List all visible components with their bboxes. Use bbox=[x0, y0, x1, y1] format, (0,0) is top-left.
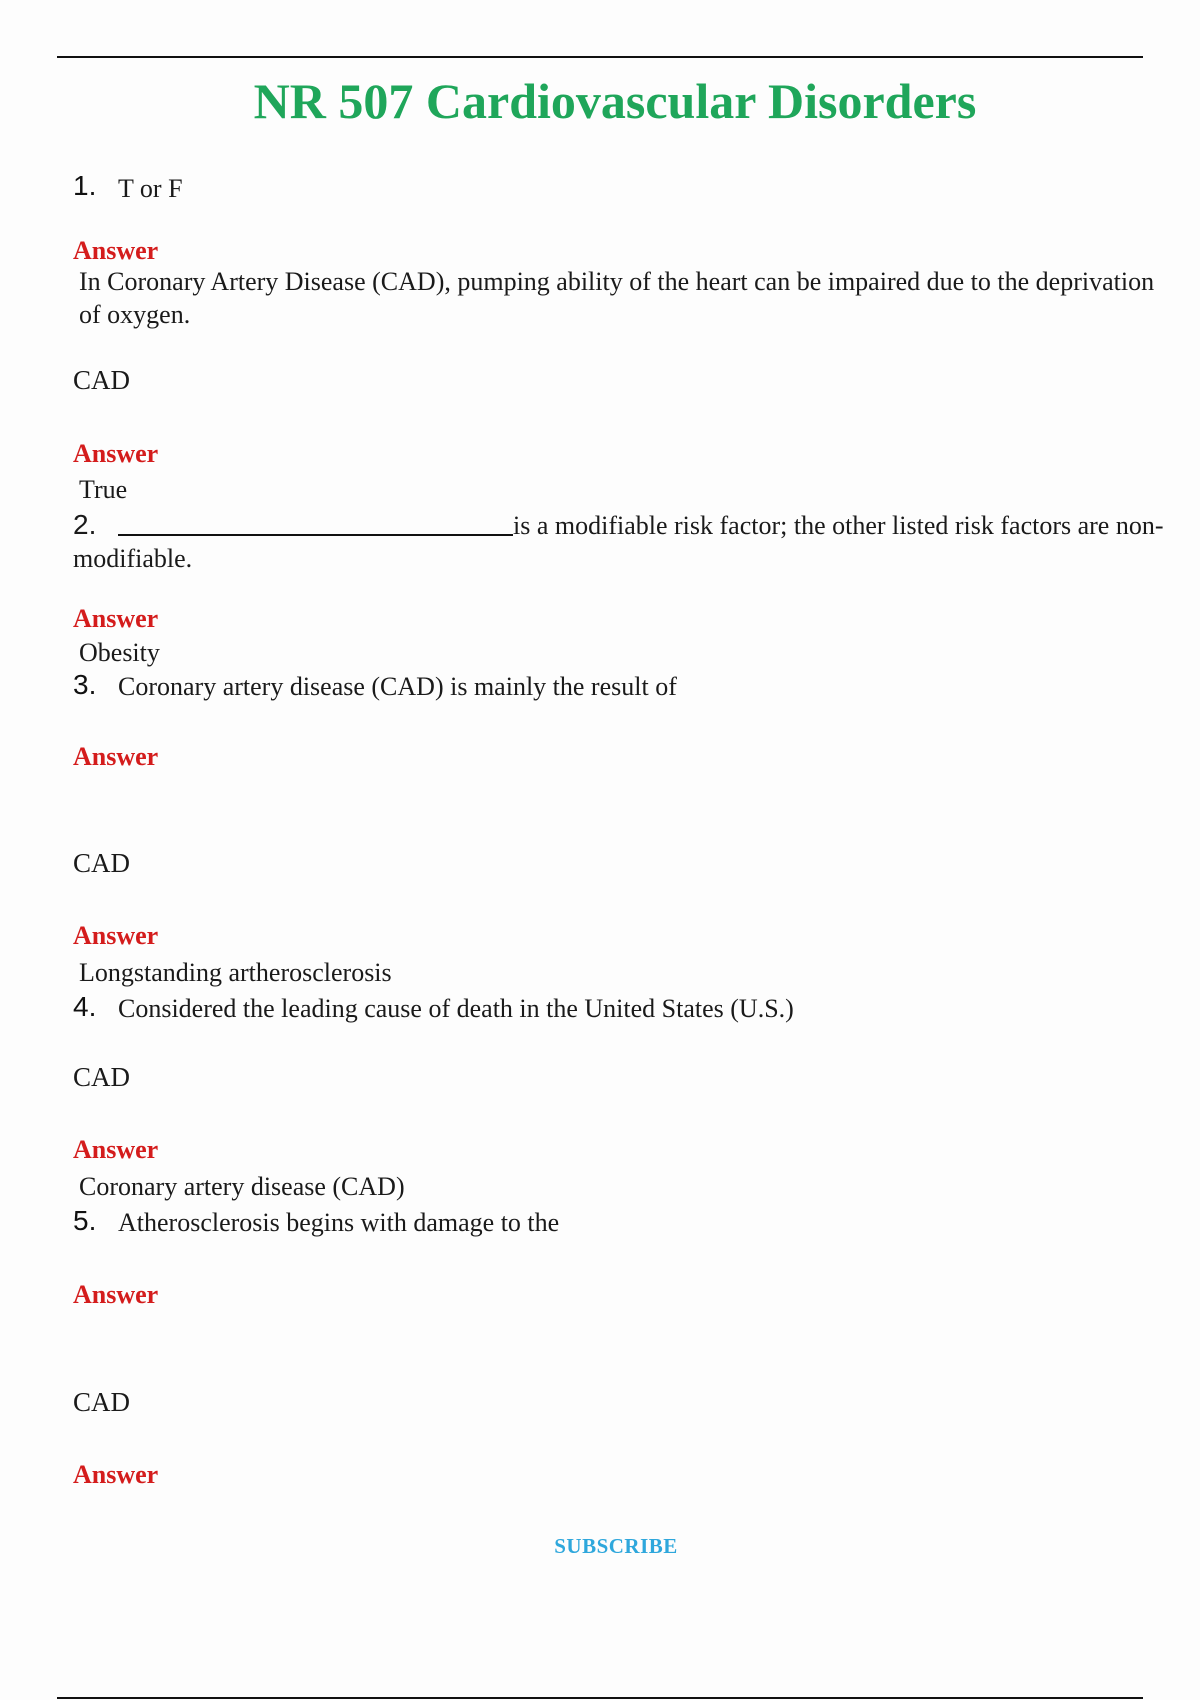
question-2 bbox=[73, 508, 1183, 575]
subscribe-link[interactable]: SUBSCRIBE bbox=[554, 1534, 678, 1558]
fill-in-blank bbox=[118, 534, 513, 536]
question-1-prompt: In Coronary Artery Disease (CAD), pumping ability of the heart can be impaired due to the deprivation of oxygen. bbox=[79, 267, 1155, 329]
question-3-answer: Longstanding artherosclerosis bbox=[79, 958, 392, 987]
question-2-text: is a modifiable risk factor; the other listed risk factors are non-modifiable. bbox=[73, 511, 1164, 573]
cad-label-1: CAD bbox=[73, 365, 131, 395]
question-1-answer: True bbox=[79, 475, 128, 504]
question-5-number: 5. bbox=[73, 1205, 97, 1236]
bottom-rule bbox=[57, 1697, 1143, 1699]
answer-label-4: Answer bbox=[73, 742, 159, 771]
question-4-answer: Coronary artery disease (CAD) bbox=[79, 1172, 405, 1201]
cad-label-4: CAD bbox=[73, 1387, 131, 1417]
question-3-number: 3. bbox=[73, 669, 97, 700]
question-2-number: 2. bbox=[73, 509, 97, 540]
question-1-number: 1. bbox=[73, 170, 97, 201]
question-1-text: T or F bbox=[118, 174, 183, 203]
page-title: NR 507 Cardiovascular Disorders bbox=[253, 73, 977, 129]
cad-label-2: CAD bbox=[73, 848, 131, 878]
question-2-answer: Obesity bbox=[79, 638, 160, 667]
answer-label-2: Answer bbox=[73, 439, 159, 468]
top-rule bbox=[57, 56, 1143, 58]
answer-label-8: Answer bbox=[73, 1460, 159, 1489]
answer-label-1: Answer bbox=[73, 236, 159, 265]
cad-label-3: CAD bbox=[73, 1062, 131, 1092]
answer-label-5: Answer bbox=[73, 921, 159, 950]
question-5-text: Atherosclerosis begins with damage to the bbox=[118, 1208, 560, 1237]
answer-label-6: Answer bbox=[73, 1135, 159, 1164]
question-4-text: Considered the leading cause of death in the United States (U.S.) bbox=[118, 994, 794, 1023]
question-3-text: Coronary artery disease (CAD) is mainly the result of bbox=[118, 672, 677, 701]
answer-label-3: Answer bbox=[73, 604, 159, 633]
question-4-number: 4. bbox=[73, 991, 97, 1022]
answer-label-7: Answer bbox=[73, 1280, 159, 1309]
